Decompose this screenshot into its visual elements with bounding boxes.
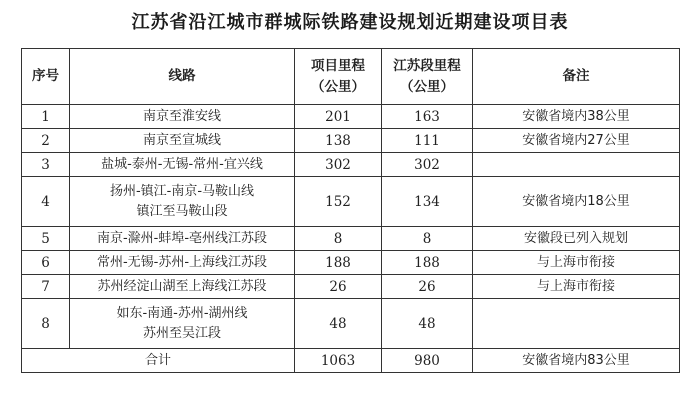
cell-remark: 安徽段已列入规划 bbox=[473, 227, 680, 251]
table-row bbox=[22, 105, 680, 129]
cell-route-line1: 扬州-镇江-南京-马鞍山线 bbox=[109, 183, 255, 199]
table-row bbox=[22, 227, 680, 251]
header-total-mileage bbox=[295, 49, 382, 105]
cell-jiangsu: 134 bbox=[382, 177, 473, 227]
cell-jiangsu: 302 bbox=[382, 153, 473, 177]
total-remark: 安徽省境内83公里 bbox=[473, 349, 680, 373]
cell-jiangsu: 8 bbox=[382, 227, 473, 251]
cell-remark bbox=[473, 153, 680, 177]
cell-total: 8 bbox=[295, 227, 382, 251]
header-jiangsu-mileage bbox=[382, 49, 473, 105]
cell-total: 48 bbox=[295, 299, 382, 349]
cell-route-line1: 如东-南通-苏州-湖州线 bbox=[116, 305, 248, 321]
cell-jiangsu: 111 bbox=[382, 129, 473, 153]
total-row bbox=[22, 349, 680, 373]
table-row bbox=[22, 129, 680, 153]
cell-route bbox=[70, 299, 295, 349]
cell-route bbox=[70, 177, 295, 227]
cell-total: 26 bbox=[295, 275, 382, 299]
cell-remark: 安徽省境内38公里 bbox=[473, 105, 680, 129]
cell-jiangsu: 163 bbox=[382, 105, 473, 129]
cell-index: 7 bbox=[22, 275, 70, 299]
total-label: 合计 bbox=[22, 349, 295, 373]
cell-jiangsu: 48 bbox=[382, 299, 473, 349]
cell-route: 盐城-泰州-无锡-常州-宜兴线 bbox=[70, 153, 295, 177]
header-jiangsu-mileage-line2: （公里） bbox=[400, 78, 454, 95]
project-table bbox=[21, 48, 680, 373]
cell-index: 1 bbox=[22, 105, 70, 129]
table-row bbox=[22, 177, 680, 227]
cell-index: 3 bbox=[22, 153, 70, 177]
header-index: 序号 bbox=[22, 49, 70, 105]
header-jiangsu-mileage-line1: 江苏段里程 bbox=[393, 57, 461, 74]
cell-total: 152 bbox=[295, 177, 382, 227]
cell-index: 4 bbox=[22, 177, 70, 227]
cell-route-line2: 苏州至吴江段 bbox=[142, 325, 221, 341]
header-total-mileage-line2: （公里） bbox=[311, 78, 365, 95]
cell-index: 6 bbox=[22, 251, 70, 275]
total-jiangsu: 980 bbox=[382, 349, 473, 373]
cell-index: 8 bbox=[22, 299, 70, 349]
cell-total: 138 bbox=[295, 129, 382, 153]
table-row bbox=[22, 299, 680, 349]
cell-route: 南京-滁州-蚌埠-亳州线江苏段 bbox=[70, 227, 295, 251]
cell-remark: 安徽省境内27公里 bbox=[473, 129, 680, 153]
cell-index: 5 bbox=[22, 227, 70, 251]
cell-remark: 与上海市衔接 bbox=[473, 251, 680, 275]
cell-route-line2: 镇江至马鞍山段 bbox=[136, 203, 228, 219]
cell-remark bbox=[473, 299, 680, 349]
cell-index: 2 bbox=[22, 129, 70, 153]
cell-total: 201 bbox=[295, 105, 382, 129]
cell-remark: 安徽省境内18公里 bbox=[473, 177, 680, 227]
cell-route: 南京至淮安线 bbox=[70, 105, 295, 129]
total-mileage: 1063 bbox=[295, 349, 382, 373]
header-total-mileage-line1: 项目里程 bbox=[311, 57, 365, 74]
table-row bbox=[22, 251, 680, 275]
cell-route: 苏州经淀山湖至上海线江苏段 bbox=[70, 275, 295, 299]
cell-total: 302 bbox=[295, 153, 382, 177]
cell-route: 常州-无锡-苏州-上海线江苏段 bbox=[70, 251, 295, 275]
table-row bbox=[22, 275, 680, 299]
header-row bbox=[22, 49, 680, 105]
cell-total: 188 bbox=[295, 251, 382, 275]
cell-jiangsu: 188 bbox=[382, 251, 473, 275]
page-title: 江苏省沿江城市群城际铁路建设规划近期建设项目表 bbox=[131, 12, 569, 33]
header-remarks: 备注 bbox=[473, 49, 680, 105]
cell-remark: 与上海市衔接 bbox=[473, 275, 680, 299]
header-route: 线路 bbox=[70, 49, 295, 105]
cell-route: 南京至宣城线 bbox=[70, 129, 295, 153]
table-row bbox=[22, 153, 680, 177]
cell-jiangsu: 26 bbox=[382, 275, 473, 299]
